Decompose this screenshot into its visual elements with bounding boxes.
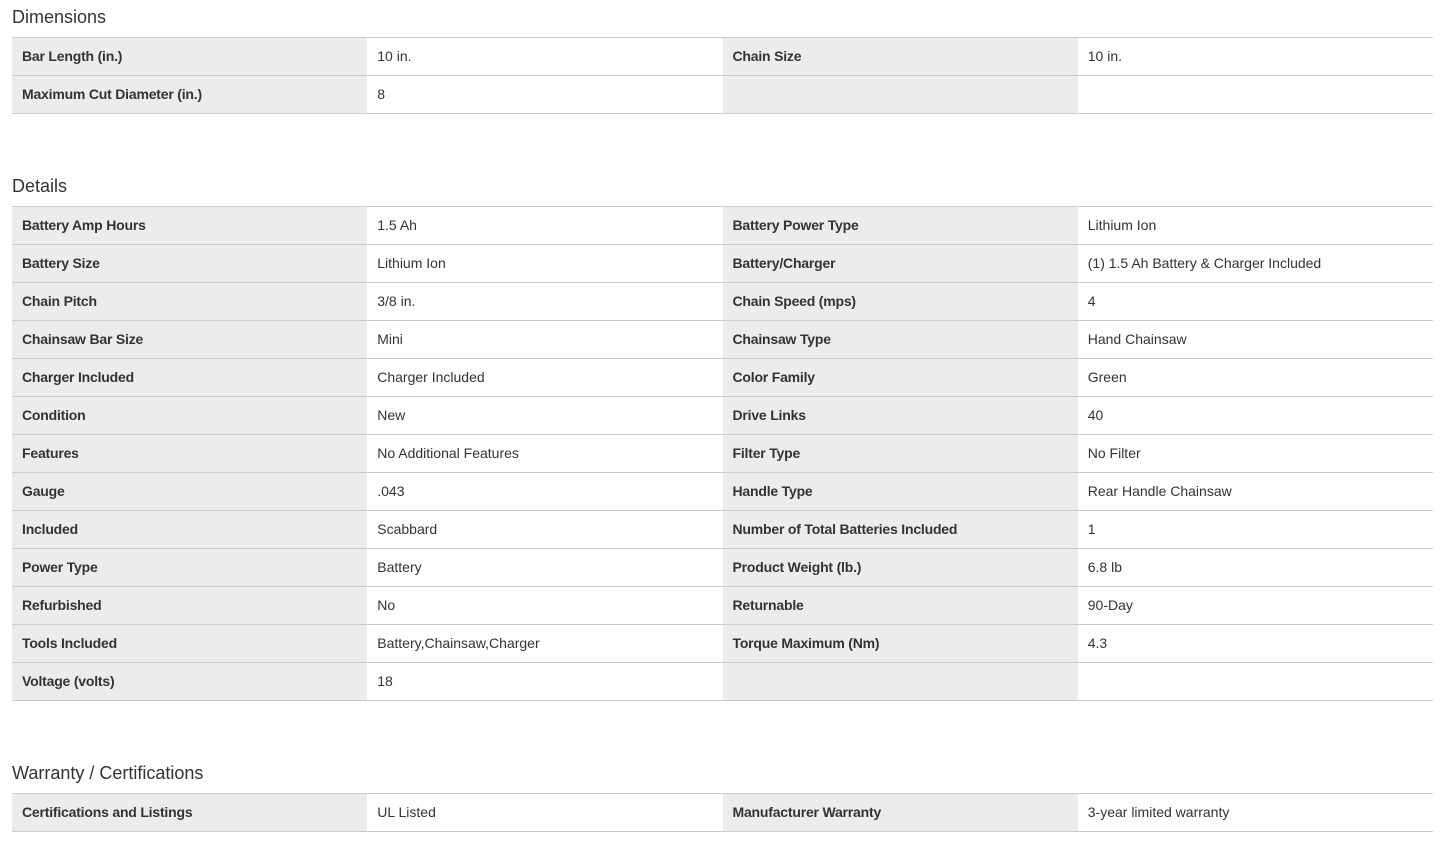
spec-value: Hand Chainsaw <box>1078 321 1433 358</box>
spec-label: Chain Speed (mps) <box>723 283 1078 320</box>
spec-value: 4 <box>1078 283 1433 320</box>
spec-label: Drive Links <box>723 397 1078 434</box>
spec-label: Returnable <box>723 587 1078 624</box>
spec-label: Filter Type <box>723 435 1078 472</box>
spec-value: Lithium Ion <box>1078 207 1433 244</box>
spec-label: Battery Power Type <box>723 207 1078 244</box>
spec-value: Mini <box>367 321 722 358</box>
spec-value: 3/8 in. <box>367 283 722 320</box>
spec-value: No Additional Features <box>367 435 722 472</box>
spec-value: Battery,Chainsaw,Charger <box>367 625 722 662</box>
spec-value: 90-Day <box>1078 587 1433 624</box>
spec-row <box>12 587 1433 625</box>
spec-row <box>12 245 1433 283</box>
spec-label: Bar Length (in.) <box>12 38 367 75</box>
spec-row <box>12 473 1433 511</box>
spec-row <box>12 397 1433 435</box>
spec-value: .043 <box>367 473 722 510</box>
spec-label: Torque Maximum (Nm) <box>723 625 1078 662</box>
spec-value: 18 <box>367 663 722 700</box>
spec-value <box>1078 663 1433 700</box>
spec-row <box>12 359 1433 397</box>
section-title: Warranty / Certifications <box>12 763 204 783</box>
spec-label: Chain Size <box>723 38 1078 75</box>
spec-row <box>12 207 1433 245</box>
spec-value: 3-year limited warranty <box>1078 794 1433 831</box>
spec-label: Handle Type <box>723 473 1078 510</box>
spec-label <box>723 663 1078 700</box>
spec-value: Green <box>1078 359 1433 396</box>
spec-label: Certifications and Listings <box>12 794 367 831</box>
spec-label: Battery Amp Hours <box>12 207 367 244</box>
spec-label: Included <box>12 511 367 548</box>
spec-value: (1) 1.5 Ah Battery & Charger Included <box>1078 245 1433 282</box>
spec-value: Battery <box>367 549 722 586</box>
spec-row <box>12 435 1433 473</box>
spec-label: Voltage (volts) <box>12 663 367 700</box>
spec-label: Product Weight (lb.) <box>723 549 1078 586</box>
spec-table <box>12 206 1433 701</box>
spec-row <box>12 76 1433 114</box>
spec-value: 40 <box>1078 397 1433 434</box>
spec-label: Power Type <box>12 549 367 586</box>
spec-value: 10 in. <box>1078 38 1433 75</box>
spec-table <box>12 793 1433 832</box>
section-title: Dimensions <box>12 7 107 27</box>
spec-label: Condition <box>12 397 367 434</box>
spec-label: Color Family <box>723 359 1078 396</box>
spec-value <box>1078 76 1433 113</box>
warranty-section <box>12 756 1433 832</box>
spec-row <box>12 283 1433 321</box>
spec-row <box>12 663 1433 701</box>
spec-value: 1 <box>1078 511 1433 548</box>
spec-label: Number of Total Batteries Included <box>723 511 1078 548</box>
spec-value: 4.3 <box>1078 625 1433 662</box>
spec-label: Charger Included <box>12 359 367 396</box>
spec-label: Chainsaw Bar Size <box>12 321 367 358</box>
spec-row <box>12 794 1433 832</box>
spec-value: UL Listed <box>367 794 722 831</box>
spec-value: 1.5 Ah <box>367 207 722 244</box>
details-section <box>12 169 1433 701</box>
spec-value: Lithium Ion <box>367 245 722 282</box>
spec-row <box>12 321 1433 359</box>
spec-label: Gauge <box>12 473 367 510</box>
spec-row <box>12 549 1433 587</box>
spec-label: Maximum Cut Diameter (in.) <box>12 76 367 113</box>
spec-label: Chainsaw Type <box>723 321 1078 358</box>
spec-value: Charger Included <box>367 359 722 396</box>
spec-row <box>12 38 1433 76</box>
spec-label <box>723 76 1078 113</box>
spec-row <box>12 511 1433 549</box>
section-title: Details <box>12 176 68 196</box>
spec-label: Features <box>12 435 367 472</box>
spec-row <box>12 625 1433 663</box>
spec-label: Refurbished <box>12 587 367 624</box>
spec-label: Battery/Charger <box>723 245 1078 282</box>
spec-value: No Filter <box>1078 435 1433 472</box>
spec-value: Rear Handle Chainsaw <box>1078 473 1433 510</box>
spec-value: No <box>367 587 722 624</box>
spec-label: Battery Size <box>12 245 367 282</box>
dimensions-section <box>12 0 1433 114</box>
spec-label: Manufacturer Warranty <box>723 794 1078 831</box>
spec-value: New <box>367 397 722 434</box>
spec-value: 6.8 lb <box>1078 549 1433 586</box>
spec-table <box>12 37 1433 114</box>
spec-value: Scabbard <box>367 511 722 548</box>
spec-label: Chain Pitch <box>12 283 367 320</box>
spec-label: Tools Included <box>12 625 367 662</box>
spec-value: 10 in. <box>367 38 722 75</box>
spec-value: 8 <box>367 76 722 113</box>
